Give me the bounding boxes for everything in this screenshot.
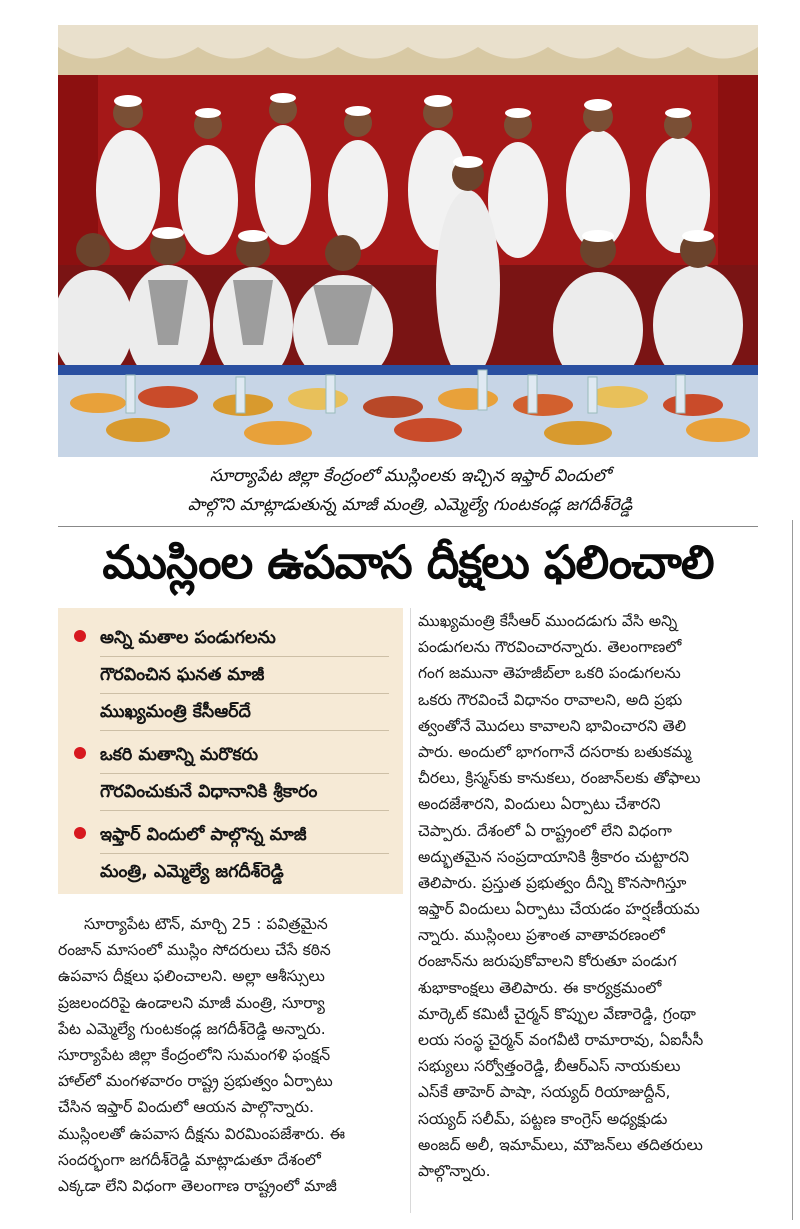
text-line: మార్కెట్ కమిటీ చైర్మన్ కొప్పుల వేణారెడ్డి, గ్రంథా	[418, 1004, 696, 1023]
text-line: ముస్లింలతో ఉపవాస దీక్షను విరమింపజేశారు. ఈ	[58, 1124, 346, 1143]
text-line: ఇఫ్తార్ విందులు ఏర్పాటు చేయడం హర్షణీయమ	[418, 900, 700, 919]
text-line: లయ సంస్థ చైర్మన్ వంగవీటి రామారావు, ఏఐసీసీ	[418, 1031, 704, 1049]
page-edge-rule	[792, 520, 793, 1220]
text-line: ముఖ్యమంత్రి కేసీఆర్ ముందడుగు వేసి అన్ని	[418, 612, 678, 630]
text-line: అద్భుతమైన సంప్రదాయానికి శ్రీకారం చుట్టారని	[418, 847, 690, 866]
highlight-item	[70, 737, 389, 811]
text-line: ఎక్కడా లేని విధంగా తెలంగాణ రాష్ట్రంలో మాజీ	[58, 1176, 337, 1195]
text-line: ఒకరు గౌరవించే విధానం రావాలని, అది ప్రభు	[418, 690, 683, 709]
text-line: శుభాకాంక్షలు తెలిపారు. ఈ కార్యక్రమంలో	[418, 978, 662, 997]
text-line: గంగ జమునా తెహజీబ్‌లా ఒకరి పండుగలను	[418, 664, 681, 683]
text-line: పారు. అందులో భాగంగానే దసరాకు బతుకమ్మ	[418, 742, 692, 761]
caption-line: పాల్గొని మాట్లాడుతున్న మాజీ మంత్రి, ఎమ్మెల్యే గుంటకండ్ల జగదీశ్‌రెడ్డి	[187, 495, 633, 515]
caption-line: సూర్యాపేట జిల్లా కేంద్రంలో ముస్లింలకు ఇచ్చిన ఇఫ్తార్ విందులో	[209, 466, 611, 486]
text-line: న్నారు. ముస్లింలు ప్రశాంత వాతావరణంలో	[418, 926, 665, 945]
highlight-line: ఇఫ్తార్ విందులో పాల్గొన్న మాజీ	[100, 817, 389, 854]
text-line: సభ్యులు సర్వోత్తంరెడ్డి, బీఆర్‌ఎస్ నాయకులు	[418, 1057, 681, 1076]
highlight-line: ముఖ్యమంత్రి కేసీఆర్‌దే	[100, 694, 389, 731]
article-body-left	[58, 911, 403, 1199]
highlight-line: మంత్రి, ఎమ్మెల్యే జగదీశ్‌రెడ్డి	[100, 862, 284, 882]
text-line: సయ్యద్ సలీమ్, పట్టణ కాంగ్రెస్ అధ్యక్షుడు	[418, 1109, 668, 1128]
headline: ముస్లింల ఉపవాస దీక్షలు ఫలించాలి	[102, 535, 714, 589]
text-line: రంజాన్‌ను జరుపుకోవాలని కోరుతూ పండుగ	[418, 952, 677, 971]
highlight-line: గౌరవించిన ఘనత మాజీ	[100, 657, 389, 694]
highlight-item	[70, 817, 389, 890]
text-line: చెప్పారు. దేశంలో ఏ రాష్ట్రంలో లేని విధంగా	[418, 821, 672, 840]
highlight-line: అన్ని మతాల పండుగలను	[100, 620, 389, 657]
column-divider	[410, 608, 411, 1213]
bullet-icon	[74, 747, 86, 759]
highlight-item	[70, 620, 389, 731]
highlights-box	[58, 608, 403, 894]
text-line: చేసిన ఇఫ్తార్ విందులో ఆయన పాల్గొన్నారు.	[58, 1098, 315, 1117]
highlight-line: గౌరవించుకునే విధానానికి శ్రీకారం	[100, 774, 389, 811]
text-line: సందర్భంగా జగదీశ్‌రెడ్డి మాట్లాడుతూ దేశంలో	[58, 1150, 321, 1169]
photo-illustration	[58, 25, 758, 457]
text-line: సూర్యాపేట జిల్లా కేంద్రంలోని సుమంగళి ఫంక్షన్	[58, 1045, 331, 1064]
news-photo	[58, 25, 758, 457]
bullet-icon	[74, 827, 86, 839]
text-line: అంజద్ అలీ, ఇమామ్‌లు, మౌజన్‌లు తదితరులు	[418, 1135, 703, 1154]
text-line: చీరలు, క్రిస్మస్‌కు కానుకలు, రంజాన్‌లకు తోఫాలు	[418, 769, 701, 788]
text-line: పేట ఎమ్మెల్యే గుంటకండ్ల జగదీశ్‌రెడ్డి అన్నారు.	[58, 1019, 326, 1038]
text-line: అందజేశారని, విందులు ఏర్పాటు చేశారని	[418, 795, 661, 814]
text-line: పండుగలను గౌరవించారన్నారు. తెలంగాణలో	[418, 638, 682, 657]
text-line: సూర్యాపేట టౌన్, మార్చి 25 : పవిత్రమైన	[84, 915, 328, 933]
text-line: ఉపవాస దీక్షలు ఫలించాలని. అల్లా ఆశీస్సులు	[58, 967, 325, 986]
text-line: తెలిపారు. ప్రస్తుత ప్రభుత్వం దీన్ని కొనసాగిస్తూ	[418, 873, 687, 892]
highlight-line: ఒకరి మతాన్ని మరొకరు	[100, 737, 389, 774]
divider	[58, 526, 758, 527]
text-line: త్వంతోనే మొదలు కావాలని భావించారని తెలి	[418, 716, 687, 735]
article-body-right	[418, 608, 758, 1184]
bullet-icon	[74, 630, 86, 642]
text-line: పాల్గొన్నారు.	[418, 1161, 491, 1180]
photo-caption	[150, 462, 670, 520]
text-line: ప్రజలందరిపై ఉండాలని మాజీ మంత్రి, సూర్యా	[58, 993, 325, 1012]
text-line: ఎస్‌కే తాహెర్ పాషా, సయ్యద్ రియాజుద్దీన్,	[418, 1083, 671, 1102]
text-line: హాల్‌లో మంగళవారం రాష్ట్ర ప్రభుత్వం ఏర్పాటు	[58, 1072, 333, 1091]
text-line: రంజాన్ మాసంలో ముస్లిం సోదరులు చేసే కఠిన	[58, 941, 331, 960]
